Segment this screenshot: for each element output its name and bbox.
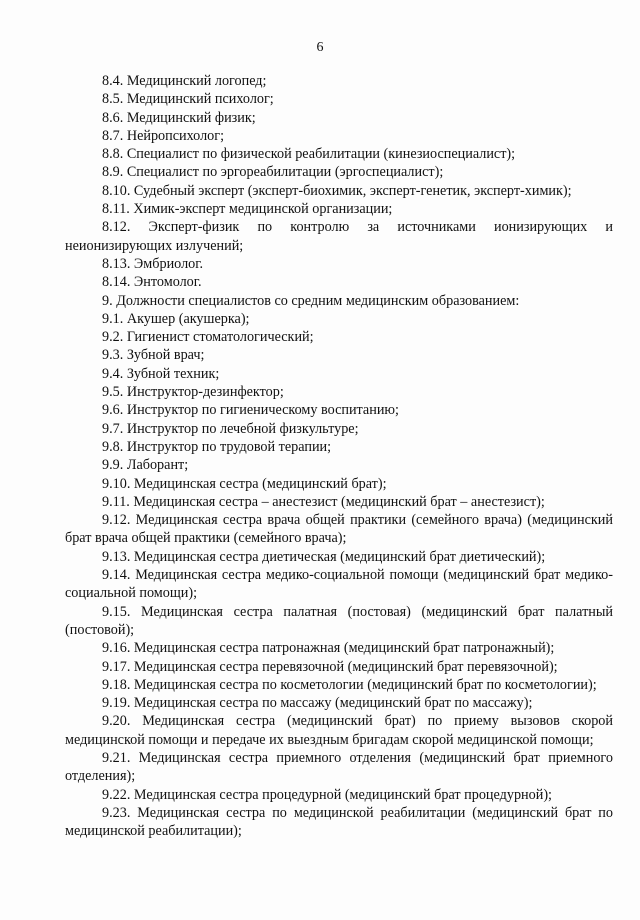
list-item: 9.4. Зубной техник; xyxy=(102,365,220,382)
list-item: 9.2. Гигиенист стоматологический; xyxy=(102,329,314,346)
list-item: 9.14. Медицинская сестра медико-социальной помощи (медицинский брат медико-социальной помощи); xyxy=(65,567,613,602)
list-item: 9.1. Акушер (акушерка); xyxy=(102,310,250,327)
list-item: 8.4. Медицинский логопед; xyxy=(102,73,267,89)
list-item: 9.11. Медицинская сестра – анестезист (медицинский брат – анестезист); xyxy=(102,493,545,510)
list-item: 8.5. Медицинский психолог; xyxy=(102,91,274,108)
list-item: 8.10. Судебный эксперт (эксперт-биохимик, эксперт-генетик, эксперт-химик); xyxy=(102,182,572,199)
list-item: 9.7. Инструктор по лечебной физкультуре; xyxy=(102,420,359,437)
list-item: 9.8. Инструктор по трудовой терапии; xyxy=(102,438,332,455)
list-item: 9.16. Медицинская сестра патронажная (медицинский брат патронажный); xyxy=(102,640,555,657)
list-item: 9.6. Инструктор по гигиеническому воспитанию; xyxy=(102,402,399,419)
list-item: 8.6. Медицинский физик; xyxy=(102,109,256,126)
list-item: 8.11. Химик-эксперт медицинской организации; xyxy=(102,201,393,218)
list-item: 9.21. Медицинская сестра приемного отделения (медицинский брат приемного отделения); xyxy=(65,749,613,785)
list-item: 9.23. Медицинская сестра по медицинской реабилитации (медицинский брат по медицинской реабилитации); xyxy=(65,804,613,840)
list-item: 9.9. Лаборант; xyxy=(102,457,189,474)
list-item: 8.12. Эксперт-физик по контролю за источниками ионизирующих и неионизирующих излучений; xyxy=(65,219,613,254)
document-body xyxy=(65,72,613,840)
list-item: 9.17. Медицинская сестра перевязочной (медицинский брат перевязочной); xyxy=(102,658,558,675)
list-item: 9.15. Медицинская сестра палатная (постовая) (медицинский брат палатный (постовой); xyxy=(65,603,613,638)
list-item: 9.13. Медицинская сестра диетическая (медицинский брат диетический); xyxy=(102,548,546,565)
list-item: 9.20. Медицинская сестра (медицинский брат) по приему вызовов скорой медицинской помощи и передаче их выездным бригадам скорой медицинской помощи; xyxy=(65,713,613,748)
list-item: 9.19. Медицинская сестра по массажу (медицинский брат по массажу); xyxy=(102,695,533,712)
list-item: 9.10. Медицинская сестра (медицинский брат); xyxy=(102,475,387,492)
page-number: 6 xyxy=(316,40,324,55)
list-item: 9.12. Медицинская сестра врача общей практики (семейного врача) (медицинский брат врача общей практики (семейного врача); xyxy=(65,512,613,547)
list-item: 9.3. Зубной врач; xyxy=(102,347,205,364)
list-item: 8.7. Нейропсихолог; xyxy=(102,127,225,144)
list-item: 8.8. Специалист по физической реабилитации (кинезиоспециалист); xyxy=(102,146,516,163)
list-item: 9.18. Медицинская сестра по косметологии (медицинский брат по косметологии); xyxy=(102,676,597,693)
list-item: 8.9. Специалист по эргореабилитации (эргоспециалист); xyxy=(102,164,444,181)
list-item: 9.22. Медицинская сестра процедурной (медицинский брат процедурной); xyxy=(102,786,552,803)
list-item: 8.14. Энтомолог. xyxy=(102,274,202,291)
section-heading: 9. Должности специалистов со средним медицинским образованием: xyxy=(102,292,520,309)
list-item: 9.5. Инструктор-дезинфектор; xyxy=(102,384,284,401)
list-item: 8.13. Эмбриолог. xyxy=(102,255,204,272)
